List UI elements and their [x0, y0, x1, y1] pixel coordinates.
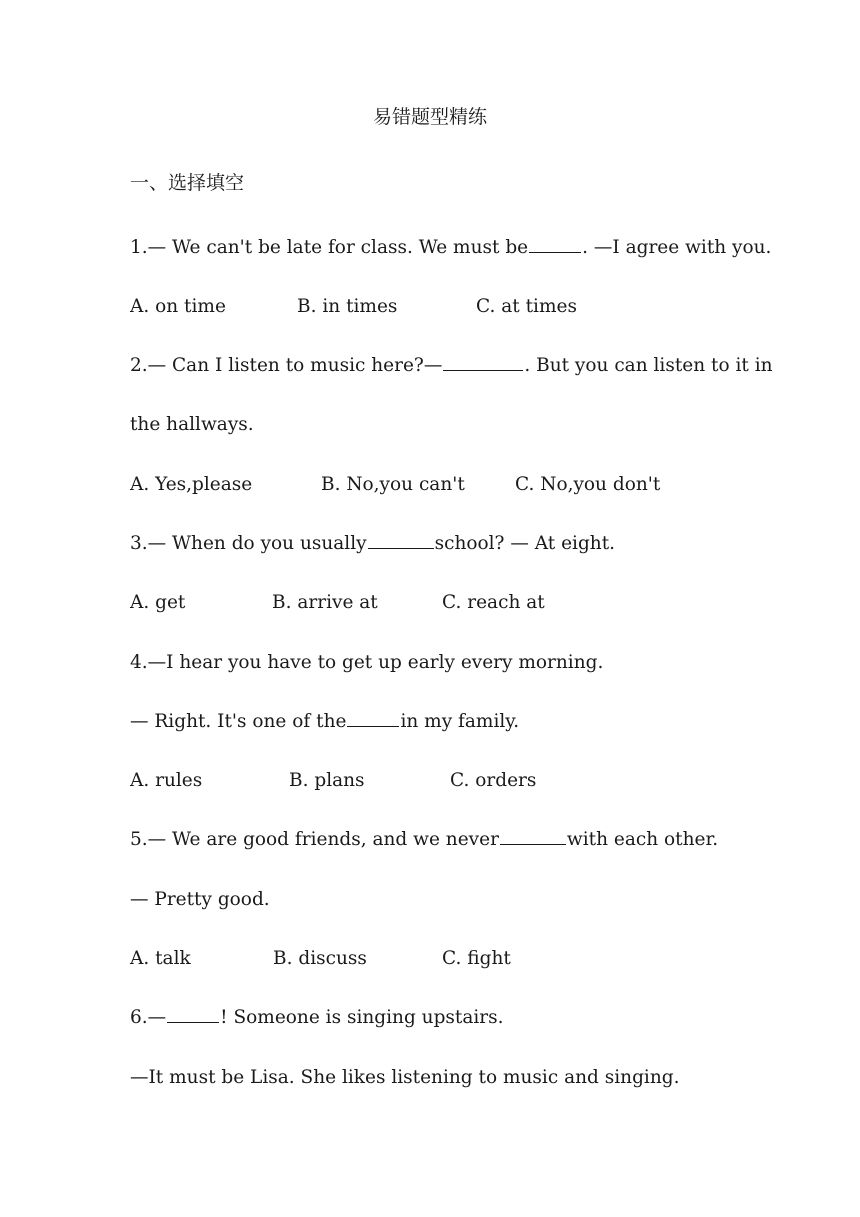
question-text: 2.— Can I listen to music here?— [130, 355, 443, 376]
option-b: B. in times [297, 296, 398, 317]
option-a: A. talk [130, 948, 191, 969]
section-heading: 一、选择填空 [130, 172, 245, 194]
option-a: A. Yes,please [130, 474, 253, 495]
question-5-line [130, 827, 718, 853]
question-text: in my family. [400, 711, 520, 732]
answer-blank [443, 353, 523, 371]
option-b: B. plans [289, 770, 365, 791]
option-c: C. at times [476, 296, 577, 317]
question-text: . But you can listen to it in [524, 355, 773, 376]
answer-blank [500, 827, 566, 845]
question-6-line-2: —It must be Lisa. She likes listening to music and singing. [130, 1067, 680, 1088]
question-6-line [130, 1005, 504, 1031]
option-a: A. rules [130, 770, 203, 791]
option-a: A. get [130, 592, 186, 613]
answer-blank [167, 1005, 219, 1023]
question-text: — Right. It's one of the [130, 711, 347, 732]
question-text: 6.— [130, 1007, 167, 1028]
option-c: C. No,you don't [515, 474, 661, 495]
question-text: school? — At eight. [434, 533, 616, 554]
question-text: . —I agree with you. [582, 237, 772, 258]
option-b: B. discuss [273, 948, 367, 969]
page-title: 易错题型精练 [372, 106, 487, 128]
question-2-line-2: the hallways. [130, 414, 254, 435]
option-b: B. No,you can't [321, 474, 465, 495]
option-c: C. reach at [442, 592, 545, 613]
question-1-line [130, 235, 771, 261]
option-c: C. fight [442, 948, 511, 969]
option-a: A. on time [130, 296, 226, 317]
question-2-line [130, 353, 773, 379]
question-4-line-2 [130, 709, 519, 735]
answer-blank [529, 235, 581, 253]
question-text: ! Someone is singing upstairs. [220, 1007, 504, 1028]
question-text: with each other. [566, 829, 719, 850]
question-4-line: 4.—I hear you have to get up early every morning. [130, 652, 604, 673]
question-3-line [130, 531, 615, 557]
answer-blank [347, 709, 399, 727]
option-c: C. orders [450, 770, 537, 791]
question-text: 1.— We can't be late for class. We must be [130, 237, 529, 258]
option-b: B. arrive at [272, 592, 378, 613]
question-5-line-2: — Pretty good. [130, 889, 270, 910]
question-text: 5.— We are good friends, and we never [130, 829, 499, 850]
question-text: 3.— When do you usually [130, 533, 367, 554]
answer-blank [368, 531, 434, 549]
